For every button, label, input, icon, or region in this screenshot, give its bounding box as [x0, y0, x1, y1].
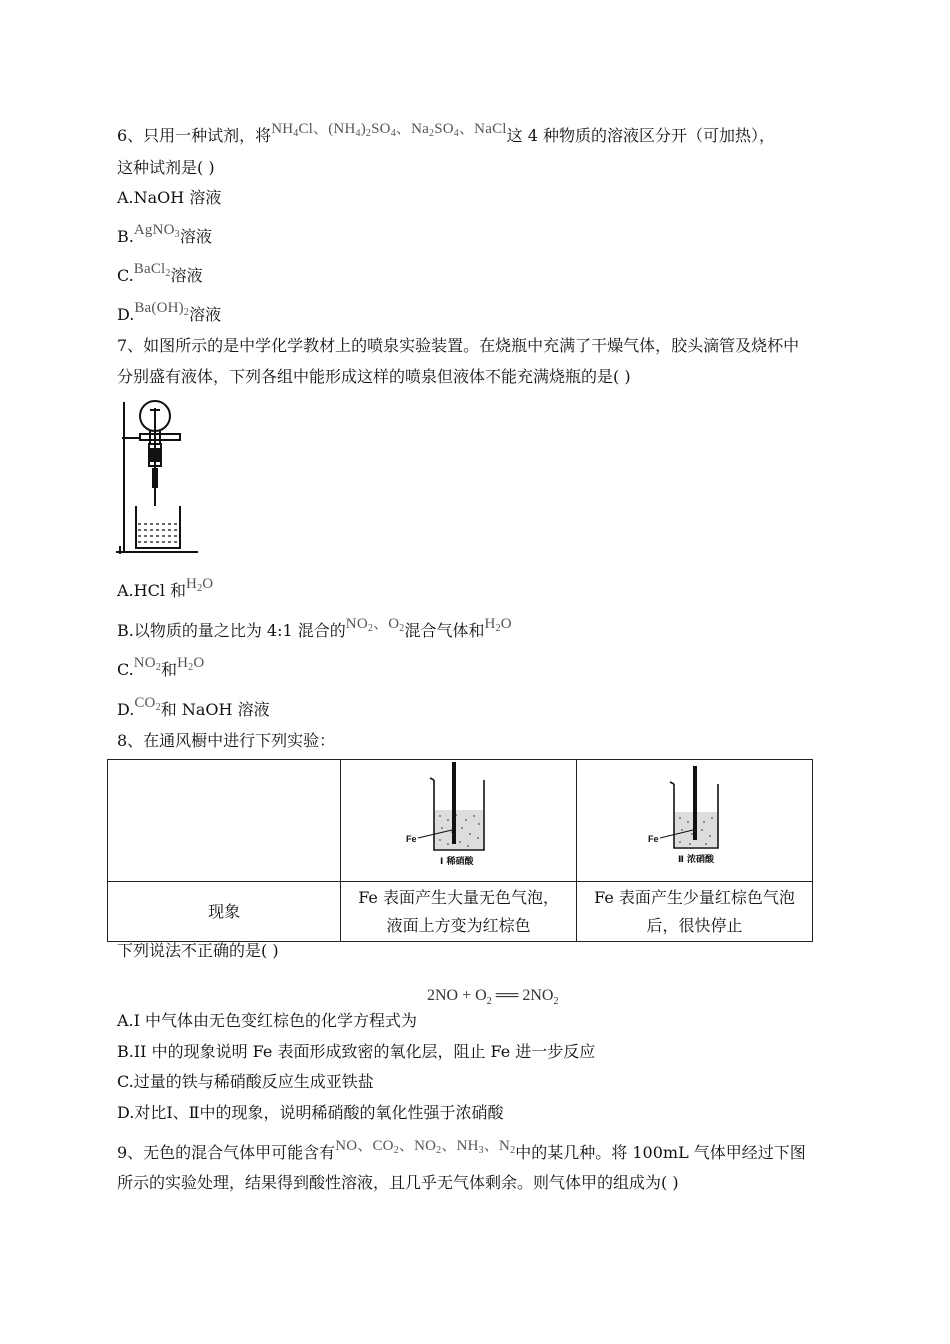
q6-option-a: A.NaOH 溶液	[117, 188, 222, 207]
q6-stem-line2: 这种试剂是( )	[117, 158, 215, 177]
q6-stem-post: 这 4 种物质的溶液区分开（可加热），	[506, 126, 776, 145]
q8-option-d: D.对比Ⅰ、Ⅱ中的现象，说明稀硝酸的氧化性强于浓硝酸	[117, 1103, 504, 1122]
q6-stem-text: 6、只用一种试剂，将	[117, 126, 272, 145]
q7-option-a: A.HCl 和$H_2O$	[117, 576, 214, 600]
beaker-label-2: Ⅱ 浓硝酸	[677, 855, 714, 865]
fe-label-1: Fe	[405, 834, 417, 844]
beaker-label-1: Ⅰ 稀硝酸	[439, 857, 474, 867]
q9-stem-line1: 9、无色的混合气体甲可能含有NO、$CO_2$、$NO_2$、$NH_3$、$N_2$中的某几种。将 100mL 气体甲经过下图	[117, 1138, 806, 1162]
table-figure-cell-2	[577, 760, 813, 882]
beaker-dilute-nitric-acid	[404, 760, 514, 872]
q6-formula: $NH_4Cl$、$(NH_4)_2SO_4$、$Na_2SO_4$、NaCl	[271, 121, 507, 139]
q9-formula: NO、$CO_2$、$NO_2$、$NH_3$、$N_2$	[335, 1138, 516, 1156]
q7-option-b: B.以物质的量之比为 4:1 混合的$NO_2$、$O_2$混合气体和$H_2O$	[117, 616, 512, 640]
q7-option-c: $C.NO_2$和$H_2O$	[117, 655, 205, 679]
table-row-label: 现象	[108, 882, 341, 942]
observation-2: Fe 表面产生少量红棕色气泡 后，很快停止	[577, 882, 813, 942]
table-figure-cell-1	[341, 760, 577, 882]
q8-option-a: A.I 中气体由无色变红棕色的化学方程式为	[117, 1011, 418, 1030]
fountain-apparatus-figure	[112, 396, 202, 558]
table-empty-cell	[108, 760, 341, 882]
q6-stem-line1	[117, 121, 776, 150]
q6-option-b: B.AgNO$_3$溶液	[117, 222, 212, 246]
q7-stem-line1: 7、如图所示的是中学化学教材上的喷泉实验装置。在烧瓶中充满了干燥气体，胶头滴管及烧杯中	[117, 336, 800, 355]
q7-stem-line2: 分别盛有液体，下列各组中能形成这样的喷泉但液体不能充满烧瓶的是( )	[117, 367, 631, 386]
q8-question: 下列说法不正确的是( )	[117, 941, 279, 960]
q9-stem-line2: 所示的实验处理，结果得到酸性溶液，且几乎无气体剩余。则气体甲的组成为( )	[117, 1173, 679, 1192]
q8-stem: 8、在通风橱中进行下列实验：	[117, 731, 336, 750]
experiment-table	[107, 759, 813, 942]
chemical-equation: $2NO + O_2$ ══ $2NO_2$	[427, 987, 559, 1008]
fe-label-2: Fe	[647, 834, 659, 844]
q6-option-c: C.BaCl$_2$溶液	[117, 261, 203, 285]
q8-option-b: B.II 中的现象说明 Fe 表面形成致密的氧化层，阻止 Fe 进一步反应	[117, 1042, 596, 1061]
beaker-concentrated-nitric-acid	[640, 760, 750, 872]
q7-option-d: $D.CO_2$和 NaOH 溶液	[117, 695, 270, 719]
q8-option-c: C.过量的铁与稀硝酸反应生成亚铁盐	[117, 1072, 374, 1091]
observation-1: Fe 表面产生大量无色气泡， 液面上方变为红棕色	[341, 882, 577, 942]
q6-option-d: $D.Ba(OH)_2$溶液	[117, 300, 222, 324]
